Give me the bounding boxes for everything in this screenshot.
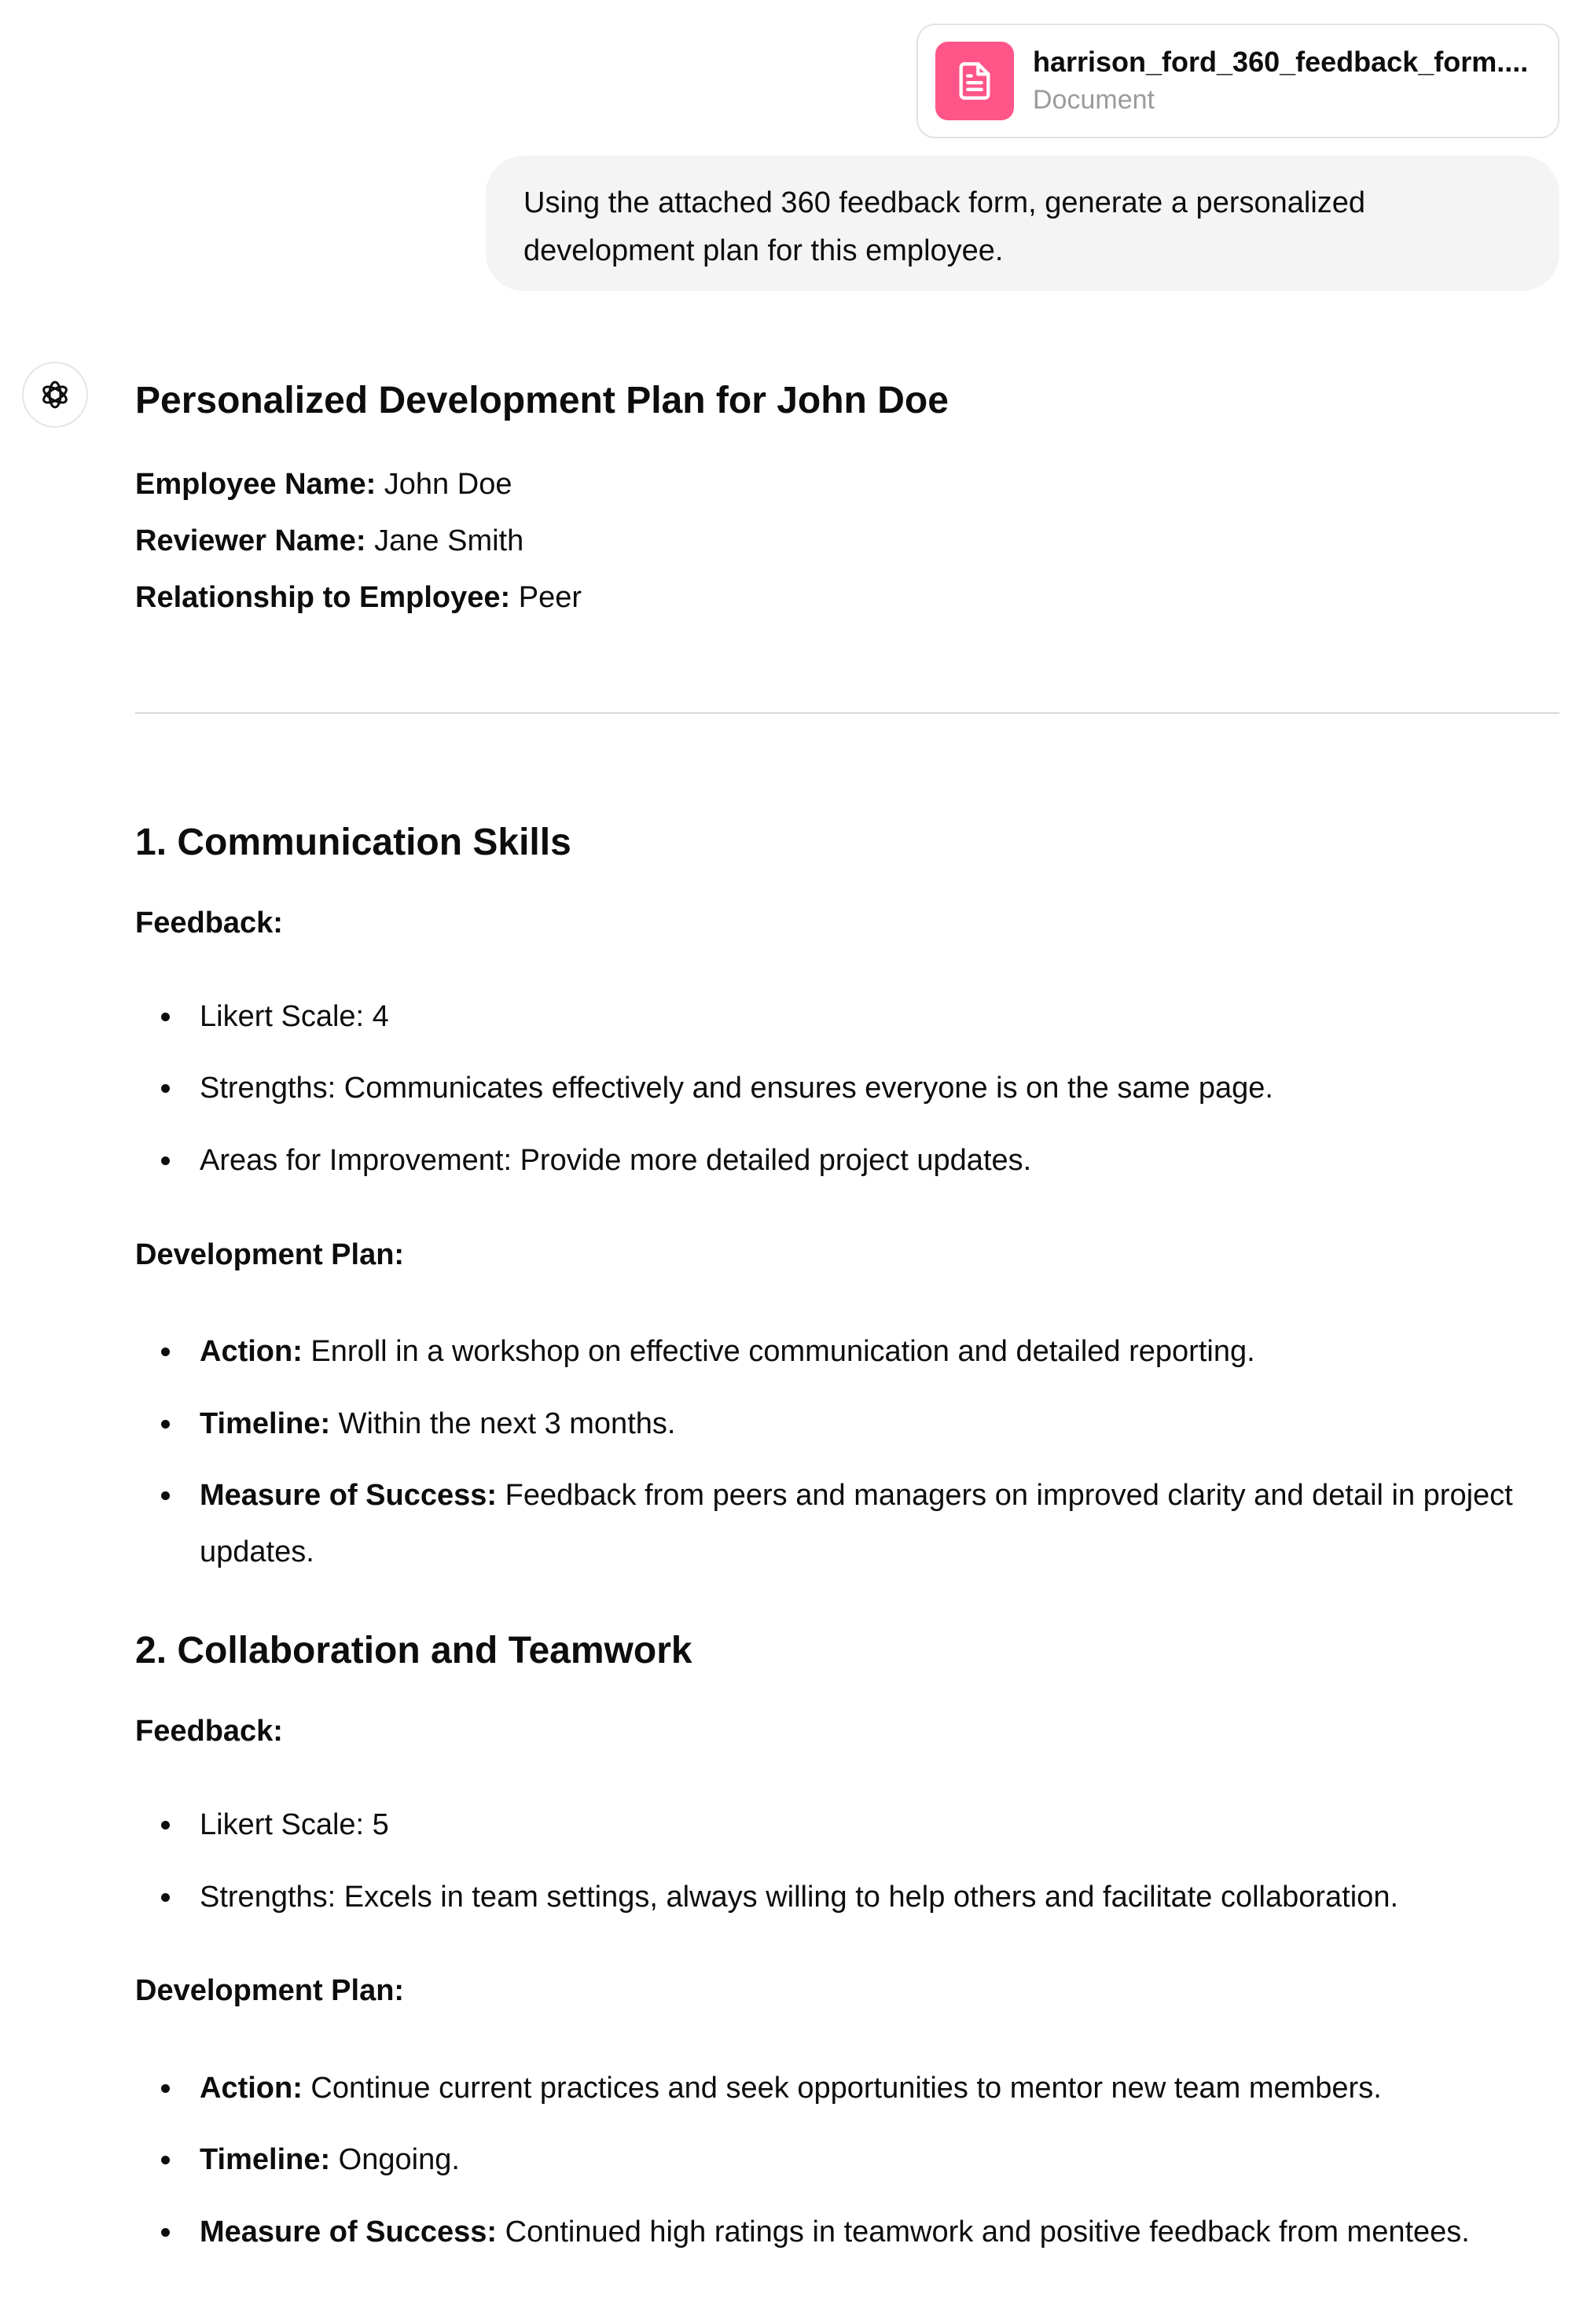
plan-item-label: Timeline: [200, 1407, 331, 1440]
plan-item-label: Action: [200, 1335, 303, 1368]
meta-value: John Doe [376, 468, 512, 501]
list-item [135, 1467, 1534, 1580]
user-message-bubble: Using the attached 360 feedback form, generate a personalized development plan for this employee. [486, 156, 1559, 291]
section-heading-communication: 1. Communication Skills [135, 822, 571, 863]
list-item [135, 2204, 1534, 2260]
meta-label: Reviewer Name: [135, 524, 366, 557]
meta-value: Jane Smith [365, 524, 524, 557]
attachment-card[interactable] [916, 24, 1559, 138]
list-item: Likert Scale: 4 [135, 988, 1534, 1045]
openai-logo-icon [36, 376, 74, 414]
list-item [135, 1323, 1534, 1380]
list-item: Strengths: Excels in team settings, always willing to help others and facilitate collaboration. [135, 1869, 1534, 1925]
meta-label: Relationship to Employee: [135, 581, 511, 614]
meta-value: Peer [510, 581, 582, 614]
section-divider [135, 712, 1559, 714]
plan-item-label: Measure of Success: [200, 1479, 498, 1512]
plan-item-text: Within the next 3 months. [330, 1407, 676, 1440]
plan-item-label: Measure of Success: [200, 2216, 498, 2249]
meta-label: Employee Name: [135, 468, 376, 501]
attachment-file-type: Document [1033, 85, 1155, 115]
plan-item-text: Continue current practices and seek opportunities to mentor new team members. [302, 2072, 1382, 2105]
plan-item-text: Continued high ratings in teamwork and positive feedback from mentees. [497, 2216, 1470, 2249]
meta-employee-name [135, 465, 512, 503]
feedback-label: Feedback: [135, 1715, 283, 1748]
assistant-avatar [22, 362, 88, 428]
document-icon [935, 42, 1014, 120]
meta-relationship [135, 579, 582, 616]
response-title: Personalized Development Plan for John Doe [135, 380, 949, 421]
meta-reviewer-name [135, 522, 523, 560]
feedback-label: Feedback: [135, 906, 283, 940]
attachment-file-name: harrison_ford_360_feedback_form.... [1033, 46, 1529, 78]
list-item: Strengths: Communicates effectively and ensures everyone is on the same page. [135, 1060, 1534, 1116]
plan-item-label: Timeline: [200, 2143, 331, 2176]
plan-item-text: Feedback from peers and managers on improved clarity and detail in project updates. [200, 1479, 1513, 1568]
plan-item-text: Enroll in a workshop on effective communication and detailed reporting. [302, 1335, 1255, 1368]
list-item [135, 2131, 1534, 2188]
development-plan-label: Development Plan: [135, 1238, 405, 1271]
list-item: Areas for Improvement: Provide more detailed project updates. [135, 1132, 1534, 1189]
list-item [135, 1396, 1534, 1452]
plan-item-label: Action: [200, 2072, 303, 2105]
list-item [135, 2060, 1534, 2116]
plan-item-text: Ongoing. [330, 2143, 460, 2176]
section-heading-collaboration: 2. Collaboration and Teamwork [135, 1630, 692, 1671]
development-plan-label: Development Plan: [135, 1974, 405, 2007]
list-item: Likert Scale: 5 [135, 1796, 1534, 1853]
attachment-meta [1033, 45, 1552, 117]
